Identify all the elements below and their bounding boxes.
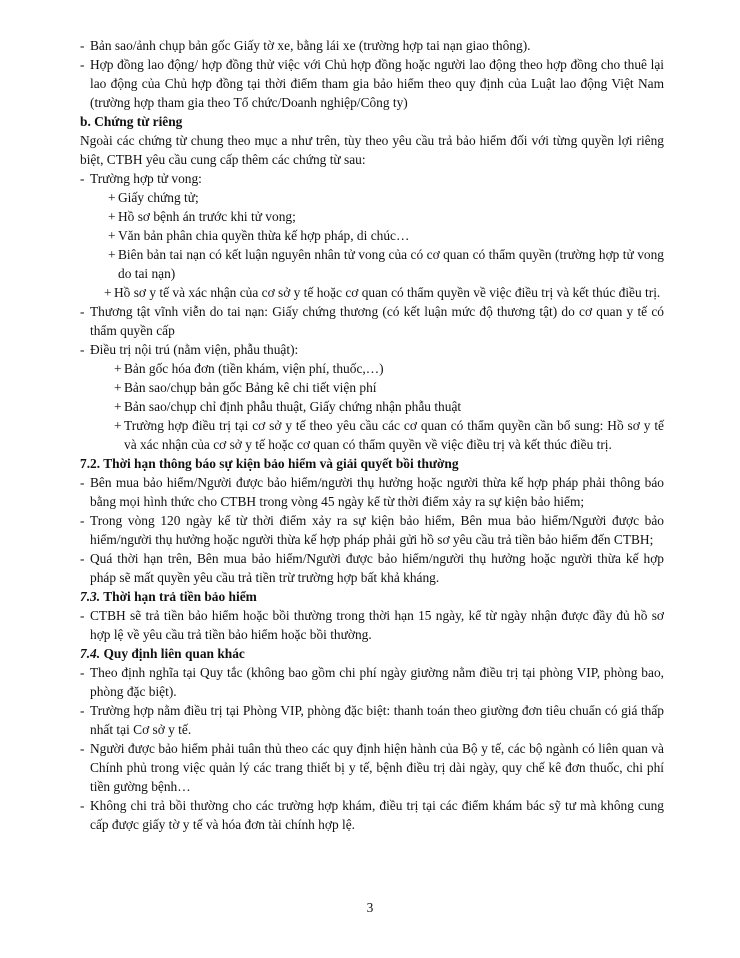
list-item: - Người được bảo hiểm phải tuân thủ theo các quy định hiện hành của Bộ y tế, các bộ ngành có liên quan và Chính phủ trong việc quản lý các trang thiết bị y tế, bệnh điều trị dài ngày, quy chế kê đơn thuốc, chi phí tiền gường bệnh… [80,741,664,794]
page-content [80,36,664,834]
list-item: - CTBH sẽ trả tiền bảo hiểm hoặc bồi thường trong thời hạn 15 ngày, kể từ ngày nhận được đầy đủ hồ sơ hợp lệ về yêu cầu trả tiền bảo hiểm hoặc bồi thường. [80,608,664,642]
list-item: - Bản sao/ảnh chụp bản gốc Giấy tờ xe, bằng lái xe (trường hợp tai nạn giao thông). [80,36,664,55]
list-item-text: Bản sao/ảnh chụp bản gốc Giấy tờ xe, bằng lái xe (trường hợp tai nạn giao thông). [90,38,531,53]
list-item: - Trong vòng 120 ngày kể từ thời điểm xảy ra sự kiện bảo hiểm, Bên mua bảo hiểm/Người được bảo hiểm/người thụ hưởng hoặc người thừa kế hợp pháp phải gửi hồ sơ yêu cầu trả tiền bảo hiểm đến CTBH; [80,513,664,547]
list-item: - Điều trị nội trú (nằm viện, phẫu thuật): [80,340,664,359]
list-item: - Không chi trả bồi thường cho các trường hợp khám, điều trị tại các điểm khám bác sỹ tư mà không cung cấp được giấy tờ y tế và hóa đơn tài chính hợp lệ. [80,798,664,832]
sub-item: + Trường hợp điều trị tại cơ sở y tế theo yêu cầu các cơ quan có thẩm quyền cần bổ sung: Hồ sơ y tế và xác nhận của cơ sở y tế hoặc cơ quan có thẩm quyền về việc điều trị và kết thúc điều trị. [114,418,664,452]
sub-item: + Biên bản tai nạn có kết luận nguyên nhân tử vong của có cơ quan có thẩm quyền (trường hợp tử vong do tai nạn) [108,247,664,281]
list-item: - Thương tật vĩnh viễn do tai nạn: Giấy chứng thương (có kết luận mức độ thương tật) do cơ quan y tế có thẩm quyền cấp [80,304,664,338]
section-b-heading: b. Chứng từ riêng [80,114,183,129]
sub-item: + Giấy chứng tử; [108,190,199,205]
list-item: - Bên mua bảo hiểm/Người được bảo hiểm/người thụ hưởng hoặc người thừa kế hợp pháp phải thông báo bằng mọi hình thức cho CTBH trong vòng 45 ngày kể từ thời điểm xảy ra sự kiện bảo hiểm; [80,475,664,509]
death-title: Trường hợp tử vong: [90,171,202,186]
sub-item: + Bản gốc hóa đơn (tiền khám, viện phí, thuốc,…) [114,361,384,376]
page-number: 3 [366,900,374,915]
list-item: - Hợp đồng lao động/ hợp đồng thử việc với Chủ hợp đồng hoặc người lao động theo hợp đồng cho thuê lại lao động của Chủ hợp đồng tại thời điểm tham gia bảo hiểm theo quy định của Luật lao động Việt Nam (trường hợp tham gia theo Tổ chức/Doanh nghiệp/Công ty) [80,57,664,110]
list-item: - Trường hợp tử vong: [80,169,664,188]
inpatient-title: Điều trị nội trú (nằm viện, phẫu thuật): [90,342,299,357]
section-7-2-heading: 7.2. Thời hạn thông báo sự kiện bảo hiểm và giải quyết bồi thường [80,456,459,471]
list-item: - Trường hợp nằm điều trị tại Phòng VIP, phòng đặc biệt: thanh toán theo giường đơn tiêu chuẩn có giá thấp nhất tại Cơ sở y tế. [80,703,664,737]
list-item: - Theo định nghĩa tại Quy tắc (không bao gồm chi phí ngày giường nằm điều trị tại phòng VIP, phòng bao, phòng đặc biệt). [80,665,664,699]
list-item-text: Hợp đồng lao động/ hợp đồng thử việc với Chủ hợp đồng hoặc người lao động theo hợp đồng cho thuê lại lao động của Chủ hợp đồng tại thời điểm tham gia bảo hiểm theo quy định của Luật lao động Việt Nam (trường hợp tham gia theo Tổ chức/Doanh nghiệp/Công ty) [90,57,664,110]
sub-item: + Văn bản phân chia quyền thừa kế hợp pháp, di chúc… [108,228,410,243]
sub-item: + Hồ sơ y tế và xác nhận của cơ sở y tế hoặc cơ quan có thẩm quyền về việc điều trị và kết thúc điều trị. [104,285,661,300]
section-b-intro: Ngoài các chứng từ chung theo mục a như trên, tùy theo yêu cầu trả bảo hiểm đối với từng quyền lợi riêng biệt, CTBH yêu cầu cung cấp thêm các chứng từ sau: [80,133,664,167]
sub-item: + Bản sao/chụp chỉ định phẫu thuật, Giấy chứng nhận phẫu thuật [114,399,462,414]
sub-item: + Bản sao/chụp bản gốc Bảng kê chi tiết viện phí [114,380,377,395]
list-item: - Quá thời hạn trên, Bên mua bảo hiểm/Người được bảo hiểm/người thụ hưởng hoặc người thừa kế hợp pháp sẽ mất quyền yêu cầu trả tiền trừ trường hợp bất khả kháng. [80,551,664,585]
section-7-3-heading: 7.3. Thời hạn trả tiền bảo hiểm [80,589,257,604]
section-7-4-heading: 7.4. Quy định liên quan khác [80,646,245,661]
disability-item: Thương tật vĩnh viễn do tai nạn: Giấy chứng thương (có kết luận mức độ thương tật) do cơ quan y tế có thẩm quyền cấp [90,304,664,338]
sub-item: + Hồ sơ bệnh án trước khi tử vong; [108,209,296,224]
